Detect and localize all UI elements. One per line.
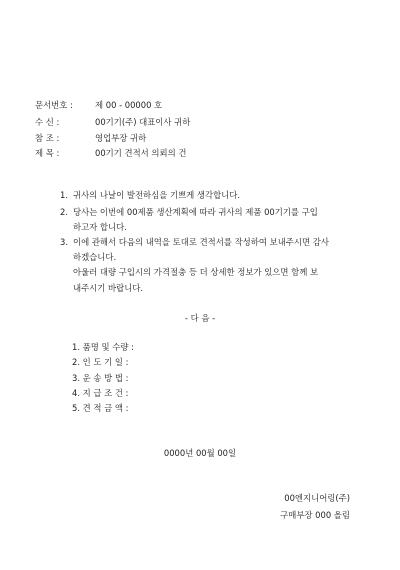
paragraph-1-number: 1. <box>60 190 68 200</box>
sender-signature: 구매부장 000 올림 <box>280 510 350 520</box>
doc-number-label: 문서번호 : <box>35 100 73 110</box>
reference-value: 영업부장 귀하 <box>95 133 147 143</box>
recipient-label: 수 신 : <box>35 117 60 127</box>
doc-number-value: 제 00 - 00000 호 <box>95 100 163 110</box>
item-delivery-date: 2. 인 도 기 일 : <box>72 357 129 367</box>
item-quote-amount: 5. 견 적 금 액 : <box>72 403 129 413</box>
paragraph-2-line-1: 당사는 이번에 00제품 생산계획에 따라 귀사의 제품 00기기를 구입 <box>73 207 318 217</box>
reference-label: 참 조 : <box>35 133 60 143</box>
sender-company: 00엔지니어링(주) <box>284 493 350 503</box>
notice-heading: - 다 음 - <box>184 313 216 323</box>
paragraph-1-line-1: 귀사의 나날이 발전하심을 기쁘게 생각합니다. <box>73 190 241 200</box>
document-date: 0000년 00월 00일 <box>163 448 237 458</box>
paragraph-2-number: 2. <box>60 207 68 217</box>
paragraph-3-line-2: 하겠습니다. <box>73 252 117 262</box>
subject-label: 제 목 : <box>35 148 60 158</box>
item-shipping-method: 3. 운 송 방 법 : <box>72 373 129 383</box>
item-payment-terms: 4. 지 급 조 건 : <box>72 388 129 398</box>
recipient-value: 00기기(주) 대표이사 귀하 <box>95 117 191 127</box>
subject-value: 00기기 견적서 의뢰의 건 <box>95 148 187 158</box>
paragraph-3-line-1: 이에 관해서 다음의 내역을 토대로 견적서를 작성하여 보내주시면 감사 <box>73 237 329 247</box>
paragraph-3-line-4: 내주시기 바랍니다. <box>73 283 144 293</box>
paragraph-3-line-3: 아울러 대량 구입시의 가격절충 등 더 상세한 정보가 있으면 함께 보 <box>73 267 319 277</box>
paragraph-3-number: 3. <box>60 237 68 247</box>
paragraph-2-line-2: 하고자 합니다. <box>73 222 127 232</box>
item-product-quantity: 1. 품명 및 수량 : <box>72 342 134 352</box>
